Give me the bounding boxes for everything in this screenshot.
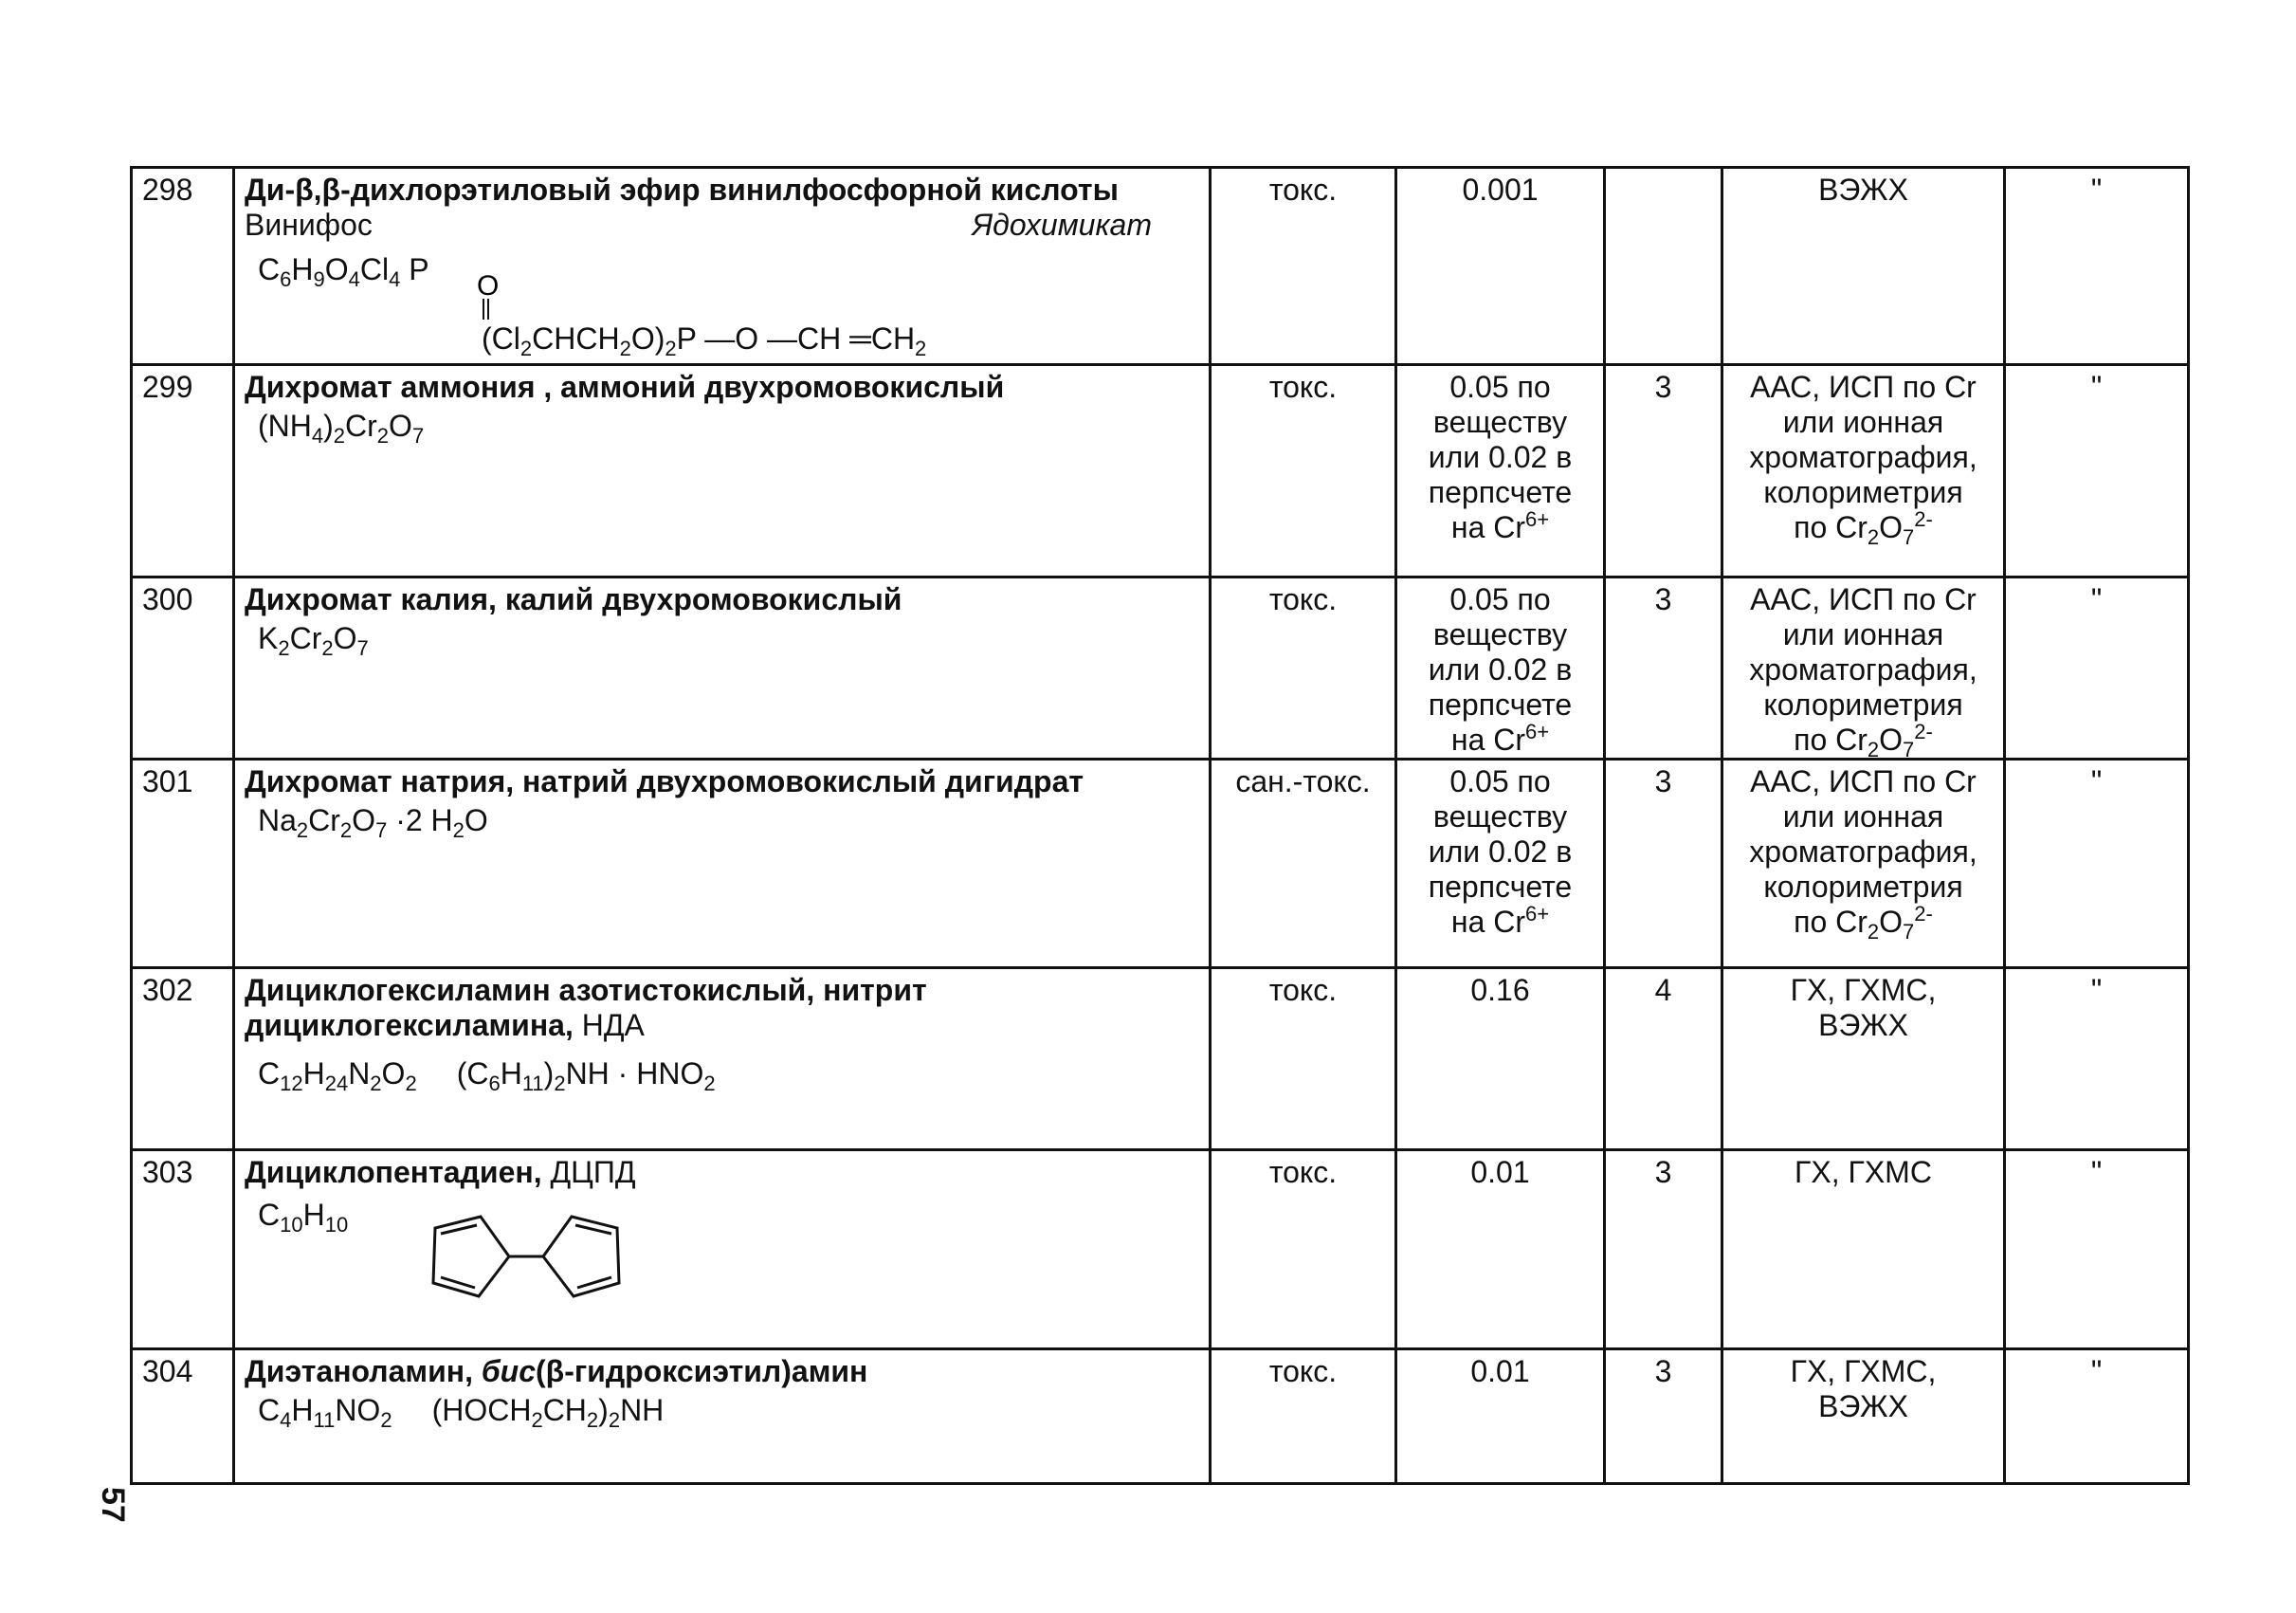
class-cell: 3 <box>1605 1349 1722 1484</box>
note-cell: " <box>2005 1150 2189 1349</box>
substance-cell <box>234 760 1211 968</box>
trivial-name: Винифос <box>245 208 373 242</box>
substance-name-line2 <box>245 1008 1199 1043</box>
substance-name: Дихромат аммония , аммоний двухромовокислый <box>245 370 1005 404</box>
gross-formula: $K_2Cr_2O_7$ <box>258 621 369 660</box>
method-cell: ААС, ИСП по Cr или ионная хроматография, колориметрия по $Cr_2O_7^{2-}$ <box>1722 760 2005 968</box>
table-row <box>132 168 2189 365</box>
note-cell: " <box>2005 1349 2189 1484</box>
method-cell: ГХ, ГХМС <box>1722 1150 2005 1349</box>
value-cell: 0.05 по веществу или 0.02 в перпсчете на $Cr^{6+}$ <box>1396 365 1605 577</box>
value-cell: 0.05 по веществу или 0.02 в перпсчете на $Cr^{6+}$ <box>1396 577 1605 760</box>
substance-cell <box>234 1150 1211 1349</box>
class-cell: 3 <box>1605 760 1722 968</box>
class-cell <box>1605 168 1722 365</box>
note-cell: " <box>2005 968 2189 1150</box>
row-number: 300 <box>132 577 234 760</box>
hazard-cell: сан.-токс. <box>1211 760 1396 968</box>
hazard-cell: токс. <box>1211 1349 1396 1484</box>
substance-name: Дихромат калия, калий двухромовокислый <box>245 582 902 616</box>
substance-name-bold: Диэтаноламин, <box>245 1354 473 1388</box>
method-cell: ГХ, ГХМС, ВЭЖХ <box>1722 1349 2005 1484</box>
value-cell: 0.001 <box>1396 168 1605 365</box>
class-cell: 3 <box>1605 365 1722 577</box>
row-number: 304 <box>132 1349 234 1484</box>
substance-name: Дихромат натрия, натрий двухромовокислый дигидрат <box>245 764 1084 798</box>
row-number: 299 <box>132 365 234 577</box>
substance-abbrev: НДА <box>581 1008 645 1042</box>
row-number: 301 <box>132 760 234 968</box>
note-cell: " <box>2005 365 2189 577</box>
hazard-cell: токс. <box>1211 1150 1396 1349</box>
class-cell: 3 <box>1605 1150 1722 1349</box>
svg-text:O: O <box>477 270 500 302</box>
value-cell: 0.05 по веществу или 0.02 в перпсчете на $Cr^{6+}$ <box>1396 760 1605 968</box>
class-cell: 3 <box>1605 577 1722 760</box>
substance-name-bold: дициклогексиламина, <box>245 1008 574 1042</box>
substances-table <box>130 166 2190 1485</box>
table-row <box>132 1349 2189 1484</box>
substance-cell <box>234 577 1211 760</box>
method-cell: ААС, ИСП по Cr или ионная хроматография, колориметрия по $Cr_2O_7^{2-}$ <box>1722 365 2005 577</box>
substance-name: Дициклогексиламин азотистокислый, нитрит <box>245 973 927 1007</box>
table-row <box>132 577 2189 760</box>
table-row <box>132 1150 2189 1349</box>
method-cell: ВЭЖХ <box>1722 168 2005 365</box>
substance-cell <box>234 968 1211 1150</box>
producer-label: Ядохимикат <box>972 208 1152 242</box>
method-cell: ААС, ИСП по Cr или ионная хроматография, колориметрия по $Cr_2O_7^{2-}$ <box>1722 577 2005 760</box>
note-cell: " <box>2005 577 2189 760</box>
substance-name <box>245 1155 1199 1190</box>
dicyclopentadienyl-structure-diagram <box>414 1200 642 1313</box>
substance-cell <box>234 365 1211 577</box>
gross-formula: $C_{12}H_{24}N_2O_2$ $(C_6H_{11})_2NH \cdot HNO_2$ <box>258 1056 716 1095</box>
page-number: 57 <box>95 1487 131 1523</box>
substance-abbrev: ДЦПД <box>550 1155 636 1189</box>
table-row <box>132 760 2189 968</box>
formula-block <box>245 1192 1199 1313</box>
substance-name-rest: (β-гидроксиэтил)амин <box>536 1354 868 1388</box>
value-cell: 0.01 <box>1396 1349 1605 1484</box>
hazard-cell: токс. <box>1211 577 1396 760</box>
gross-formula: $Na_2Cr_2O_7 \cdot 2$ $H_2O$ <box>258 803 488 842</box>
row-number: 302 <box>132 968 234 1150</box>
value-cell: 0.01 <box>1396 1150 1605 1349</box>
hazard-cell: токс. <box>1211 168 1396 365</box>
gross-formula: $C_6H_9O_4Cl_4$ P <box>258 252 429 291</box>
note-cell: " <box>2005 760 2189 968</box>
gross-formula: $C_4H_{11}NO_2$ $(HOCH_2CH_2)_2NH$ <box>258 1393 665 1432</box>
row-number: 298 <box>132 168 234 365</box>
substance-name-bold: Дициклопентадиен, <box>245 1155 542 1189</box>
substance-name <box>245 1354 1199 1389</box>
substance-cell <box>234 168 1211 365</box>
note-cell: " <box>2005 168 2189 365</box>
hazard-cell: токс. <box>1211 968 1396 1150</box>
table-row <box>132 968 2189 1150</box>
row-number: 303 <box>132 1150 234 1349</box>
gross-formula: $C_{10}H_{10}$ <box>258 1198 349 1237</box>
value-cell: 0.16 <box>1396 968 1605 1150</box>
class-cell: 4 <box>1605 968 1722 1150</box>
gross-formula: $(NH_4)_2Cr_2O_7$ <box>258 409 425 448</box>
substance-name-italic: бис <box>481 1354 536 1388</box>
table-row <box>132 365 2189 577</box>
substance-name: Ди-β,β-дихлорэтиловый эфир винилфосфорной кислоты <box>245 173 1119 207</box>
trivial-row <box>245 208 1199 243</box>
method-cell: ГХ, ГХМС, ВЭЖХ <box>1722 968 2005 1150</box>
hazard-cell: токс. <box>1211 365 1396 577</box>
substance-cell <box>234 1349 1211 1484</box>
structure-text: $(Cl_2CHCH_2O)_2P$ —O —CH $═CH_2$ <box>482 321 927 360</box>
